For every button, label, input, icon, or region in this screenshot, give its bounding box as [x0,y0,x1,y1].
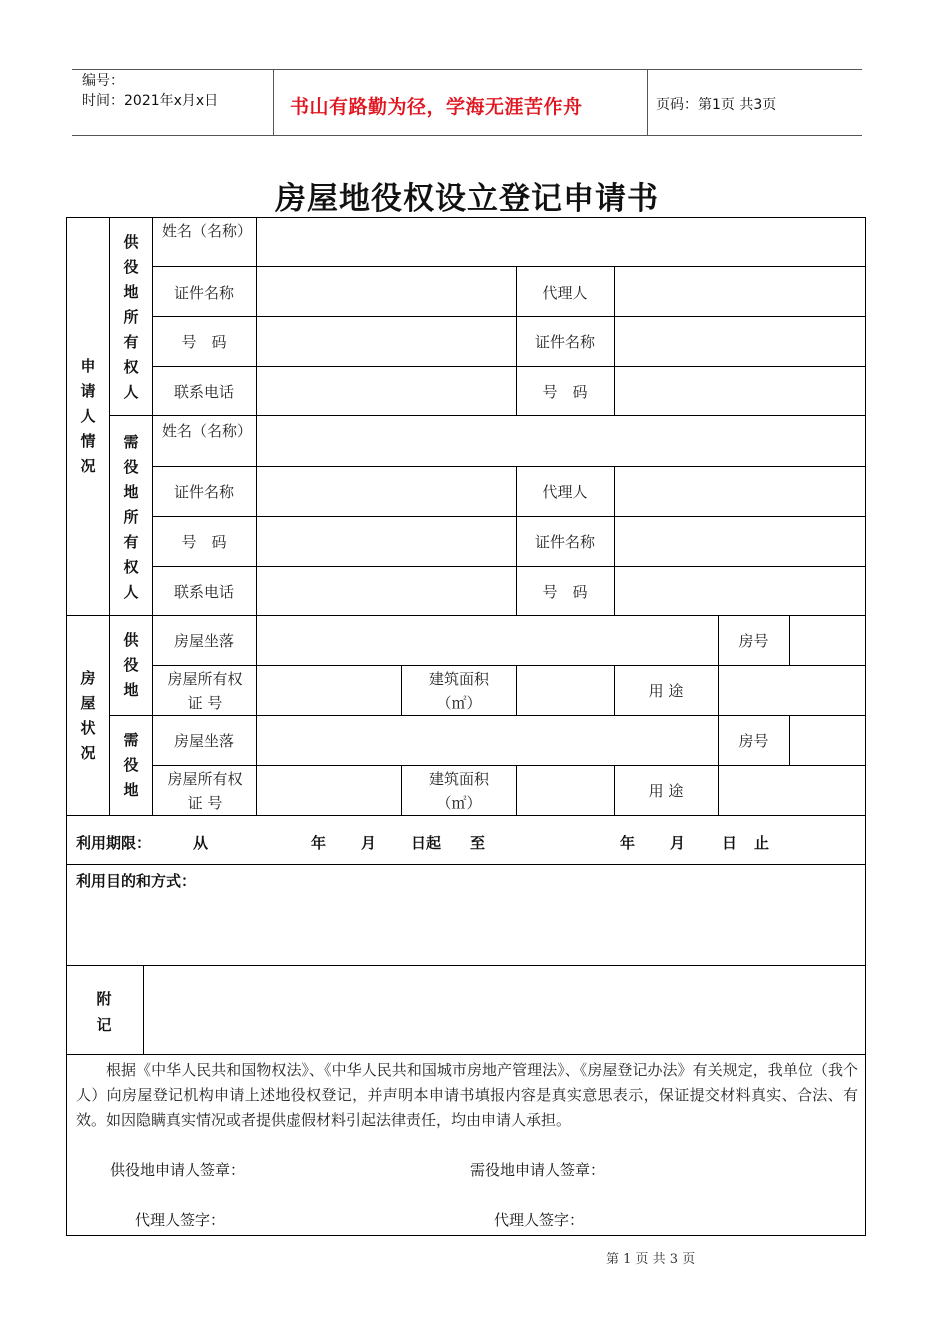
document-number-label: 编号： [82,73,124,89]
header-top-rule [72,69,862,70]
declaration-text: 根据《中华人民共和国物权法》、《中华人民共和国城市房地产管理法》、《房屋登记办法》有关规定，我单位（我个人）向房屋登记机构申请上述地役权登记，并声明本申请书填报内容是真实意思表示，保证提交材料真实、合法、有效。如因隐瞒真实情况或者提供虚假材料引起法律责任，均由申请人承担。 [76,1061,858,1129]
dominant-location-label: 房屋坐落 [173,732,234,750]
servient-use-label: 用 途 [648,682,684,700]
servient-room-no-label: 房号 [738,632,769,650]
applicant-section-label: 申请人情况 [80,357,96,475]
page-footer: 第 1 页 共 3 页 [606,1252,696,1267]
remarks-label: 附记 [96,990,112,1034]
term-stop: 止 [754,834,770,852]
servient-cert-no-label: 房屋所有权 证 号 [167,670,243,712]
term-year-1: 年 [311,834,327,852]
term-month-1: 月 [361,834,377,852]
term-from: 从 [193,834,209,852]
servient-name-label: 姓名（名称） [162,222,253,240]
term-year-2: 年 [620,834,636,852]
dominant-use-label: 用 途 [648,782,684,800]
servient-area-label: 建筑面积（㎡） [428,670,489,712]
dominant-agent-id-number-label: 号 码 [542,583,588,601]
dominant-phone-label: 联系电话 [173,583,234,601]
servient-id-number-label: 号 码 [181,333,227,351]
servient-location-label: 房屋坐落 [173,632,234,650]
dominant-name-label: 姓名（名称） [162,422,253,440]
page-title: 房屋地役权设立登记申请书 [275,181,659,217]
house-servient-label: 供役地 [123,631,139,699]
document-time-label: 时间：2021年x月x日 [82,93,219,109]
agent-signature-label-2: 代理人签字： [494,1211,585,1229]
term-month-2: 月 [670,834,686,852]
term-day-end: 日 [722,834,738,852]
purpose-label: 利用目的和方式： [76,872,197,890]
house-dominant-label: 需役地 [123,731,139,799]
dominant-id-number-label: 号 码 [181,533,227,551]
house-section-label: 房屋状况 [80,669,96,762]
servient-id-type-label: 证件名称 [173,284,234,302]
dominant-room-no-label: 房号 [738,732,769,750]
header-motto: 书山有路勤为径，学海无涯苦作舟 [290,96,583,118]
header-divider-left [273,69,274,136]
dominant-owner-label: 需役地所有权人 [123,433,139,601]
header-divider-right [647,69,648,136]
servient-agent-id-type-label: 证件名称 [534,333,595,351]
term-label: 利用期限： [76,834,152,852]
term-to: 至 [470,834,486,852]
servient-owner-label: 供役地所有权人 [123,233,139,401]
agent-signature-label-1: 代理人签字： [135,1211,226,1229]
servient-signature-label: 供役地申请人签章： [110,1161,246,1179]
dominant-agent-id-type-label: 证件名称 [534,533,595,551]
header-page-label: 页码：第1页 共3页 [656,97,777,113]
servient-agent-id-number-label: 号 码 [542,383,588,401]
dominant-cert-no-label: 房屋所有权 证 号 [167,770,243,812]
dominant-area-label: 建筑面积（㎡） [428,770,489,812]
servient-phone-label: 联系电话 [173,383,234,401]
dominant-id-type-label: 证件名称 [173,483,234,501]
dominant-signature-label: 需役地申请人签章： [470,1161,606,1179]
header-bottom-rule [72,135,862,136]
term-day-start: 日起 [411,834,442,852]
dominant-agent-label: 代理人 [542,483,588,501]
servient-agent-label: 代理人 [542,284,588,302]
